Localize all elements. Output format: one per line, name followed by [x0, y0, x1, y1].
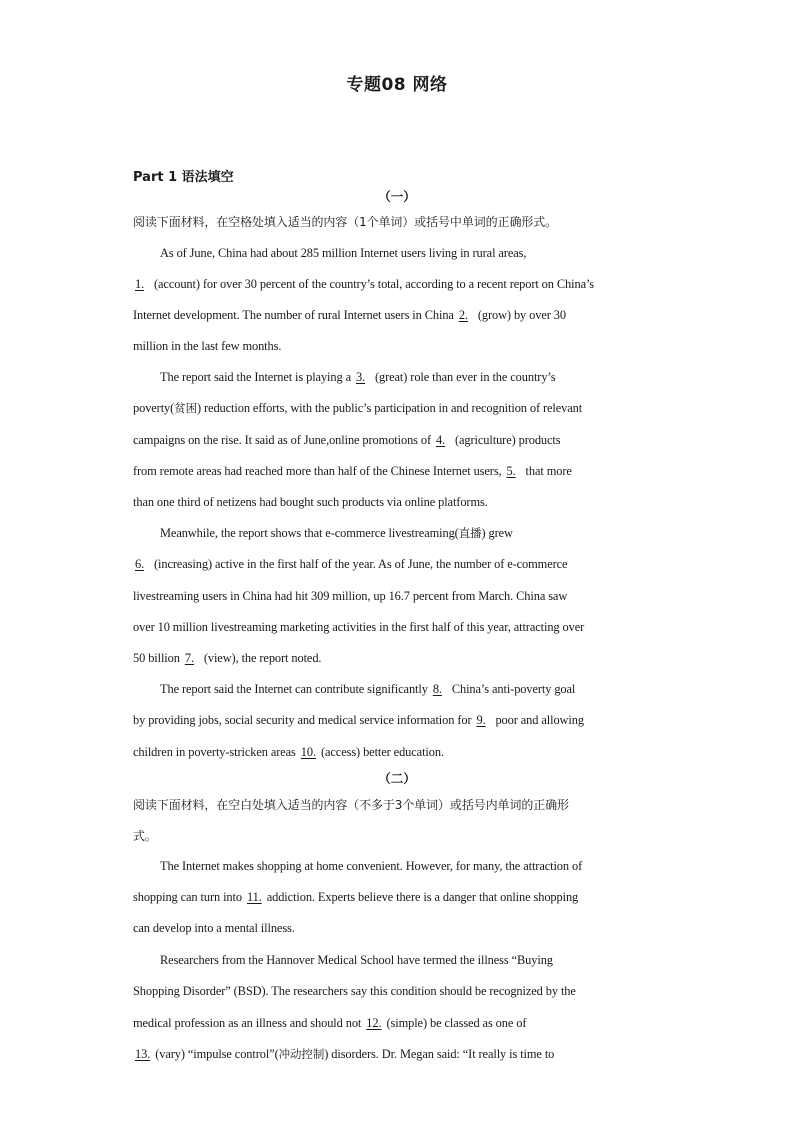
line-text: over 10 million livestreaming marketing activities in the first half of this year, attracting over [133, 620, 585, 634]
text-line [160, 681, 690, 697]
line-text: (simple) be classed as one of [383, 1016, 527, 1030]
line-text: campaigns on the rise. It said as of June,online promotions of [133, 433, 434, 447]
line-text: (increasing) active in the first half of the year. As of June, the number of e-commerce [151, 557, 568, 571]
answer-blank[interactable]: 11. [246, 890, 262, 904]
line-text: can develop into a mental illness. [133, 921, 295, 935]
section-number-2: （二） [378, 771, 416, 786]
line-text: ) disorders. Dr. Megan said: “It really is time to [324, 1047, 555, 1061]
line-text: children in poverty-stricken areas [133, 745, 299, 759]
page-title: 专题08 网络 [346, 75, 448, 95]
answer-blank[interactable]: 13. [135, 1047, 151, 1061]
text-line [133, 1015, 663, 1031]
answer-blank[interactable]: 4. [436, 433, 446, 447]
line-text: The Internet makes shopping at home convenient. However, for many, the attraction of [160, 859, 583, 873]
line-text: Shopping Disorder” (BSD). The researchers say this condition should be recognized by the [133, 984, 576, 998]
text-line [133, 712, 663, 728]
text-line [160, 369, 690, 385]
line-text: 50 billion [133, 651, 183, 665]
text-line [133, 307, 663, 323]
text-line [133, 650, 663, 666]
line-text: ) reduction efforts, with the public’s participation in and recognition of relevant [197, 401, 583, 415]
chinese-gloss: 冲动控制 [278, 1047, 325, 1061]
line-text: China’s anti-poverty goal [448, 682, 576, 696]
line-text: The report said the Internet can contribute significantly [160, 682, 431, 696]
section1-instruction: 阅读下面材料，在空格处填入适当的内容（1个单词）或括号中单词的正确形式。 [133, 215, 558, 229]
section2-instruction-line1: 阅读下面材料，在空白处填入适当的内容（不多于3个单词）或括号内单词的正确形 [133, 798, 569, 812]
answer-blank[interactable]: 8. [432, 682, 442, 696]
line-text: Internet development. The number of rural Internet users in China [133, 308, 457, 322]
text-line [133, 588, 663, 604]
answer-blank[interactable]: 6. [135, 557, 145, 571]
section-number-1: （一） [378, 189, 416, 204]
line-text: Meanwhile, the report shows that e-commerce livestreaming( [160, 526, 459, 540]
text-line [133, 400, 663, 416]
answer-blank[interactable]: 9. [476, 713, 486, 727]
answer-blank[interactable]: 12. [366, 1016, 382, 1030]
line-text: (account) for over 30 percent of the country’s total, according to a recent report on China’s [151, 277, 595, 291]
line-text: that more [522, 464, 572, 478]
text-line [133, 889, 663, 905]
text-line [133, 1046, 663, 1062]
line-text: (vary) “impulse control”( [152, 1047, 279, 1061]
line-text: (grow) by over 30 [474, 308, 566, 322]
part-heading: Part 1 语法填空 [133, 170, 234, 185]
line-text: (agriculture) products [452, 433, 561, 447]
line-text: The report said the Internet is playing a [160, 370, 354, 384]
text-line [133, 432, 663, 448]
answer-blank[interactable]: 5. [506, 464, 516, 478]
text-line [133, 556, 663, 572]
text-line [133, 276, 663, 292]
text-line [133, 463, 663, 479]
answer-blank[interactable]: 2. [458, 308, 468, 322]
line-text: million in the last few months. [133, 339, 282, 353]
line-text: shopping can turn into [133, 890, 245, 904]
line-text: medical profession as an illness and should not [133, 1016, 365, 1030]
answer-blank[interactable]: 1. [135, 277, 145, 291]
line-text: poverty( [133, 401, 175, 415]
chinese-gloss: 贫困 [174, 401, 197, 415]
text-line [133, 920, 663, 936]
line-text: ) grew [481, 526, 513, 540]
text-line [133, 338, 663, 354]
text-line [133, 983, 663, 999]
line-text: than one third of netizens had bought such products via online platforms. [133, 495, 488, 509]
line-text: poor and allowing [492, 713, 584, 727]
line-text: Researchers from the Hannover Medical School have termed the illness “Buying [160, 953, 553, 967]
text-line [160, 858, 690, 874]
line-text: from remote areas had reached more than half of the Chinese Internet users, [133, 464, 505, 478]
line-text: (great) role than ever in the country’s [371, 370, 556, 384]
line-text: livestreaming users in China had hit 309 million, up 16.7 percent from March. China saw [133, 589, 568, 603]
text-line [160, 952, 690, 968]
text-line [133, 494, 663, 510]
answer-blank[interactable]: 3. [355, 370, 366, 384]
line-text: by providing jobs, social security and medical service information for [133, 713, 475, 727]
answer-blank[interactable]: 7. [184, 651, 194, 665]
text-line [160, 245, 690, 261]
answer-blank[interactable]: 10. [300, 745, 316, 759]
section2-instruction-line2: 式。 [133, 829, 157, 843]
chinese-gloss: 直播 [458, 526, 482, 540]
text-line [133, 619, 663, 635]
line-text: (access) better education. [317, 745, 444, 759]
text-line [133, 744, 663, 760]
line-text: addiction. Experts believe there is a danger that online shopping [263, 890, 579, 904]
line-text: As of June, China had about 285 million Internet users living in rural areas, [160, 246, 527, 260]
text-line [160, 525, 690, 541]
line-text: (view), the report noted. [200, 651, 322, 665]
